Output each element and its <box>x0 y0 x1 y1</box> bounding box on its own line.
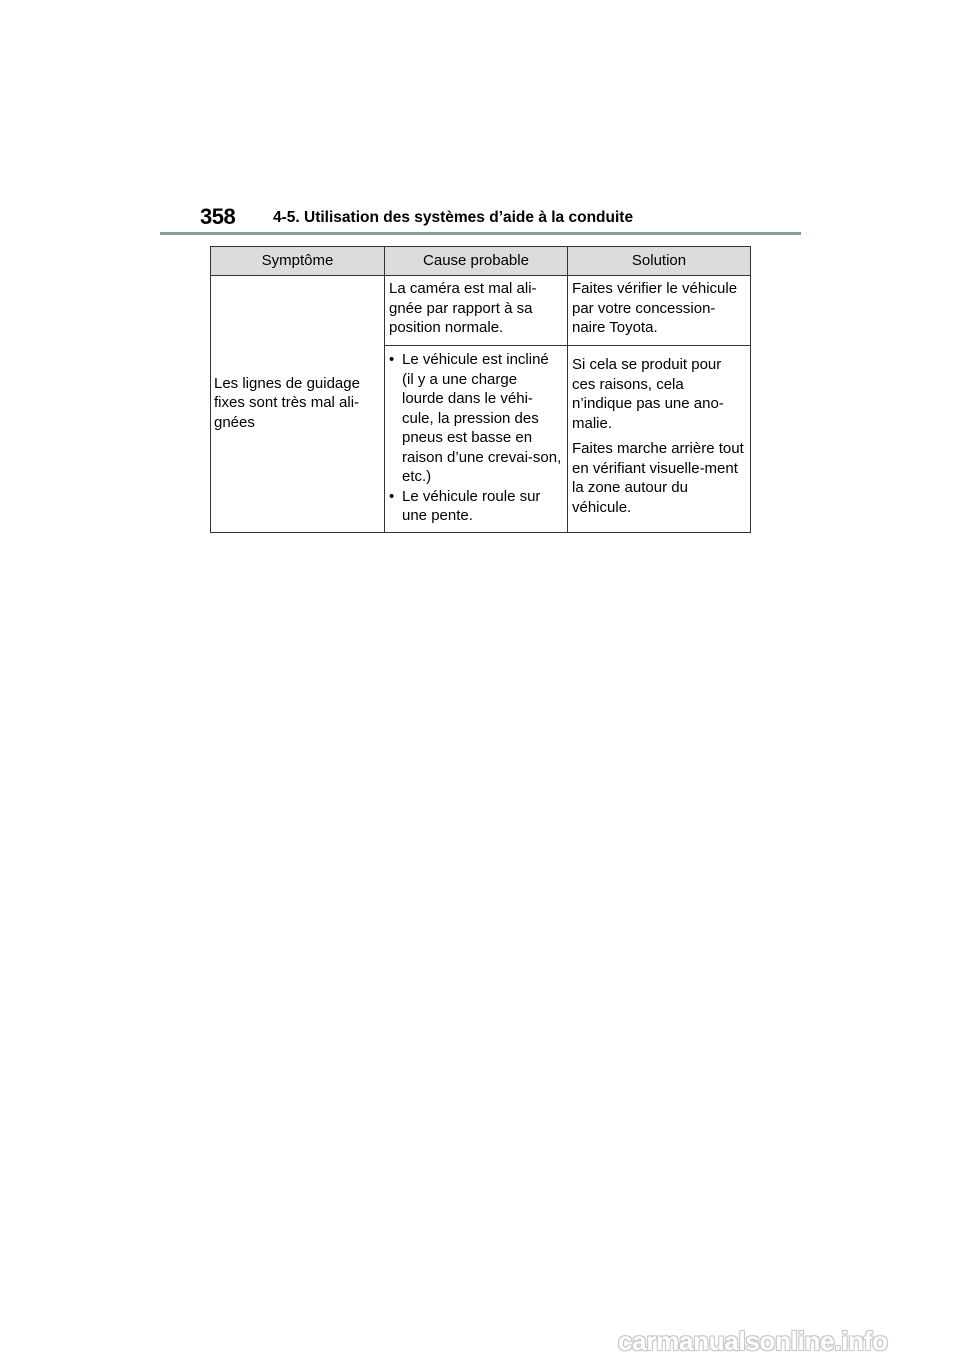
page-number: 358 <box>200 204 236 229</box>
solution-cell: Faites vérifier le véhicule par votre concession-naire Toyota. <box>568 276 751 346</box>
table-row <box>211 276 751 346</box>
page-header <box>160 204 801 234</box>
table-header-row <box>211 247 751 276</box>
section-title: 4-5. Utilisation des systèmes d’aide à la conduite <box>273 209 634 226</box>
cause-bullet-list <box>389 350 562 526</box>
cause-bullet-item: • Le véhicule roule sur une pente. <box>389 487 562 526</box>
solution-cell <box>568 346 751 533</box>
troubleshooting-table <box>210 246 751 533</box>
symptom-cell: Les lignes de guidage fixes sont très mal ali-gnées <box>211 276 385 533</box>
column-header-symptom: Symptôme <box>211 247 385 276</box>
cause-bullet-item: • Le véhicule est incliné (il y a une charge lourde dans le véhi-cule, la pression des pneus est basse en raison d’une crevai-son, etc.) <box>389 350 562 487</box>
header-rule <box>160 232 801 235</box>
cause-cell: La caméra est mal ali-gnée par rapport à sa position normale. <box>385 276 568 346</box>
watermark: carmanualsonline.info <box>618 1326 888 1356</box>
solution-paragraph: Faites marche arrière tout en vérifiant visuelle-ment la zone autour du véhicule. <box>572 440 744 516</box>
cause-cell <box>385 346 568 533</box>
solution-paragraph: Si cela se produit pour ces raisons, cela n’indique pas une ano-malie. <box>572 356 724 432</box>
column-header-cause: Cause probable <box>385 247 568 276</box>
column-header-solution: Solution <box>568 247 751 276</box>
